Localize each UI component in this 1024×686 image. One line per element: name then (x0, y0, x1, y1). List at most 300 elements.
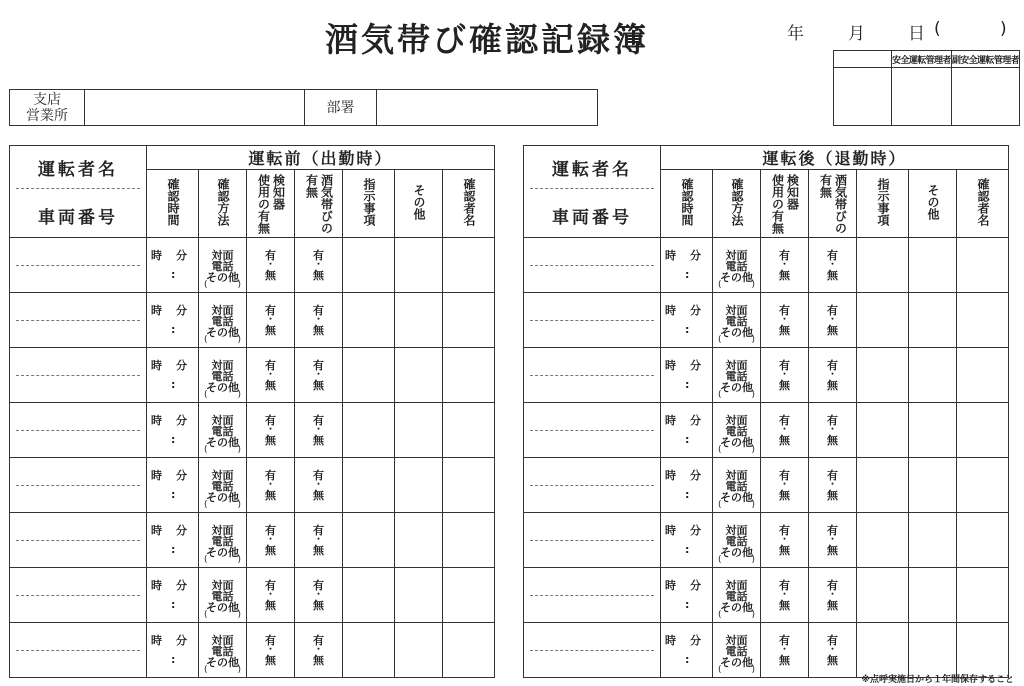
confirmer-name-cell[interactable] (443, 348, 495, 403)
confirm-method-cell[interactable] (713, 293, 761, 348)
option-separator: ・ (779, 369, 789, 380)
paren-open: ( (718, 280, 722, 290)
other-cell[interactable] (395, 348, 443, 403)
confirm-time-cell[interactable] (147, 403, 199, 458)
no-option[interactable]: 無 (313, 323, 324, 337)
no-option[interactable]: 無 (779, 543, 790, 557)
confirm-time-cell[interactable] (661, 513, 713, 568)
method-option[interactable]: 電話 (725, 314, 748, 328)
confirm-time-cell[interactable] (661, 458, 713, 513)
no-option[interactable]: 無 (313, 488, 324, 502)
yes-option[interactable]: 有 (827, 248, 838, 262)
instructions-cell[interactable] (857, 403, 909, 458)
yes-option[interactable]: 有 (827, 303, 838, 317)
no-option[interactable]: 無 (779, 378, 790, 392)
yes-option[interactable]: 有 (313, 578, 324, 592)
yes-option[interactable]: 有 (265, 468, 276, 482)
detector-usage-cell[interactable] (761, 458, 809, 513)
method-option[interactable]: 対面 (211, 358, 234, 372)
confirmer-name-cell[interactable] (443, 623, 495, 678)
record-row (524, 403, 1009, 458)
instructions-cell[interactable] (343, 623, 395, 678)
yes-option[interactable]: 有 (779, 578, 790, 592)
option-separator: ・ (827, 314, 837, 325)
confirm-time-header (661, 170, 713, 238)
no-option[interactable]: 無 (265, 323, 276, 337)
confirm-time-cell[interactable] (147, 238, 199, 293)
confirmer-name-header-text: 確認者名 (462, 178, 476, 226)
instructions-cell[interactable] (343, 568, 395, 623)
confirm-method-cell[interactable] (199, 348, 247, 403)
approval-stamp-box (833, 50, 1020, 126)
other-cell[interactable] (395, 513, 443, 568)
confirm-time-cell[interactable] (661, 348, 713, 403)
instructions-cell[interactable] (343, 238, 395, 293)
alcohol-presence-cell[interactable] (809, 238, 857, 293)
method-option[interactable]: 対面 (725, 303, 748, 317)
detector-usage-cell[interactable] (247, 458, 295, 513)
other-cell[interactable] (909, 293, 957, 348)
paren-open: ( (204, 665, 208, 675)
yes-option[interactable]: 有 (265, 633, 276, 647)
method-option[interactable]: 電話 (725, 479, 748, 493)
confirm-method-cell[interactable] (199, 568, 247, 623)
yes-option[interactable]: 有 (827, 633, 838, 647)
alcohol-presence-cell[interactable] (809, 458, 857, 513)
no-option[interactable]: 無 (779, 433, 790, 447)
alcohol-presence-cell[interactable] (295, 348, 343, 403)
method-other-paren (204, 555, 241, 566)
method-option[interactable]: 対面 (211, 248, 234, 262)
option-separator: ・ (827, 369, 837, 380)
hour-label: 時 (665, 359, 676, 372)
method-option[interactable]: その他 (206, 600, 239, 614)
other-cell[interactable] (909, 568, 957, 623)
confirm-time-cell[interactable] (147, 623, 199, 678)
time-labels (665, 302, 701, 318)
time-labels (665, 632, 701, 648)
method-option[interactable]: 対面 (211, 303, 234, 317)
other-cell[interactable] (395, 238, 443, 293)
no-option[interactable]: 無 (827, 598, 838, 612)
time-colon: : (171, 488, 176, 501)
method-option[interactable]: 電話 (725, 424, 748, 438)
instructions-cell[interactable] (857, 348, 909, 403)
alcohol-presence-header-wrap (295, 174, 342, 234)
after-driving-table (523, 145, 1009, 678)
yes-option[interactable]: 有 (265, 523, 276, 537)
no-option[interactable]: 無 (827, 268, 838, 282)
method-options (713, 633, 760, 668)
method-option[interactable]: 電話 (725, 259, 748, 273)
method-option[interactable]: 対面 (725, 358, 748, 372)
method-option[interactable]: 対面 (725, 578, 748, 592)
method-option[interactable]: その他 (720, 545, 753, 559)
yes-option[interactable]: 有 (779, 358, 790, 372)
yes-option[interactable]: 有 (779, 413, 790, 427)
instructions-cell[interactable] (343, 348, 395, 403)
other-cell[interactable] (395, 623, 443, 678)
no-option[interactable]: 無 (265, 378, 276, 392)
method-option[interactable]: その他 (206, 270, 239, 284)
alcohol-presence-header (295, 170, 343, 238)
yes-option[interactable]: 有 (265, 358, 276, 372)
detector-usage-cell[interactable] (761, 238, 809, 293)
stamp-cell[interactable] (834, 68, 892, 126)
confirm-time-cell[interactable] (147, 458, 199, 513)
alcohol-presence-cell[interactable] (809, 348, 857, 403)
no-option[interactable]: 無 (827, 653, 838, 667)
method-other-paren (204, 390, 241, 401)
method-option[interactable]: 対面 (725, 633, 748, 647)
confirmer-name-cell[interactable] (957, 568, 1009, 623)
paren-open: ( (204, 555, 208, 565)
driver-vehicle-cell[interactable] (524, 238, 661, 293)
other-cell[interactable] (909, 513, 957, 568)
confirm-method-cell[interactable] (713, 458, 761, 513)
driver-vehicle-cell[interactable] (10, 458, 147, 513)
driver-vehicle-cell[interactable] (10, 238, 147, 293)
yes-option[interactable]: 有 (313, 468, 324, 482)
driver-vehicle-cell[interactable] (524, 348, 661, 403)
yes-option[interactable]: 有 (779, 303, 790, 317)
detector-usage-cell[interactable] (247, 348, 295, 403)
no-option[interactable]: 無 (779, 653, 790, 667)
method-option[interactable]: 対面 (211, 413, 234, 427)
detector-usage-cell[interactable] (761, 568, 809, 623)
other-cell[interactable] (395, 403, 443, 458)
minute-label: 分 (690, 249, 701, 262)
driver-vehicle-cell[interactable] (524, 458, 661, 513)
confirmer-name-cell[interactable] (957, 293, 1009, 348)
confirmer-name-cell[interactable] (957, 458, 1009, 513)
yes-option[interactable]: 有 (313, 303, 324, 317)
yes-option[interactable]: 有 (313, 523, 324, 537)
paren-close: ) (751, 335, 755, 345)
method-option[interactable]: その他 (720, 600, 753, 614)
other-cell[interactable] (395, 458, 443, 513)
detector-usage-cell[interactable] (761, 623, 809, 678)
method-option[interactable]: 電話 (211, 479, 234, 493)
confirm-method-cell[interactable] (713, 568, 761, 623)
yes-option[interactable]: 有 (313, 413, 324, 427)
no-option[interactable]: 無 (313, 378, 324, 392)
no-option[interactable]: 無 (313, 268, 324, 282)
driver-vehicle-header (524, 146, 661, 238)
no-option[interactable]: 無 (779, 488, 790, 502)
no-option[interactable]: 無 (779, 268, 790, 282)
method-option[interactable]: 対面 (725, 413, 748, 427)
confirm-method-cell[interactable] (199, 293, 247, 348)
yes-option[interactable]: 有 (827, 413, 838, 427)
confirmer-name-cell[interactable] (957, 403, 1009, 458)
driver-vehicle-cell[interactable] (10, 568, 147, 623)
method-options (713, 578, 760, 613)
option-separator: ・ (265, 314, 275, 325)
confirm-method-cell[interactable] (713, 238, 761, 293)
method-option[interactable]: 電話 (211, 644, 234, 658)
instructions-cell[interactable] (857, 238, 909, 293)
no-option[interactable]: 無 (265, 268, 276, 282)
detector-usage-header-line-b: 検知器 (271, 173, 286, 210)
alcohol-presence-cell[interactable] (809, 568, 857, 623)
confirmer-name-cell[interactable] (957, 238, 1009, 293)
method-option[interactable]: 対面 (211, 468, 234, 482)
time-labels (151, 247, 187, 263)
yes-option[interactable]: 有 (779, 523, 790, 537)
no-option[interactable]: 無 (313, 653, 324, 667)
method-option[interactable]: 電話 (725, 589, 748, 603)
method-option[interactable]: 対面 (725, 248, 748, 262)
method-options (199, 358, 246, 393)
option-separator: ・ (827, 589, 837, 600)
yes-option[interactable]: 有 (265, 413, 276, 427)
confirm-time-cell[interactable] (147, 293, 199, 348)
driver-vehicle-cell[interactable] (524, 293, 661, 348)
time-labels (151, 357, 187, 373)
yes-option[interactable]: 有 (827, 468, 838, 482)
confirm-method-header (199, 170, 247, 238)
hour-label: 時 (151, 469, 162, 482)
no-option[interactable]: 無 (779, 598, 790, 612)
confirm-time-cell[interactable] (661, 568, 713, 623)
driver-vehicle-cell[interactable] (10, 623, 147, 678)
method-options (199, 523, 246, 558)
confirm-time-cell[interactable] (661, 403, 713, 458)
method-option[interactable]: 対面 (211, 523, 234, 537)
method-option[interactable]: その他 (720, 270, 753, 284)
option-separator: ・ (265, 644, 275, 655)
deputy-safety-manager-stamp-cell[interactable] (951, 68, 1019, 126)
no-option[interactable]: 無 (827, 488, 838, 502)
yes-option[interactable]: 有 (779, 248, 790, 262)
safety-manager-stamp-cell[interactable] (892, 68, 952, 126)
instructions-cell[interactable] (343, 293, 395, 348)
other-cell[interactable] (909, 458, 957, 513)
driver-vehicle-cell[interactable] (524, 623, 661, 678)
driver-vehicle-cell[interactable] (10, 293, 147, 348)
alcohol-presence-cell[interactable] (295, 293, 343, 348)
instructions-cell[interactable] (857, 623, 909, 678)
minute-label: 分 (176, 634, 187, 647)
confirm-method-cell[interactable] (713, 623, 761, 678)
method-option[interactable]: その他 (206, 655, 239, 669)
yes-option[interactable]: 有 (265, 303, 276, 317)
no-option[interactable]: 無 (827, 543, 838, 557)
confirmer-name-cell[interactable] (957, 348, 1009, 403)
yes-option[interactable]: 有 (265, 248, 276, 262)
method-option[interactable]: 電話 (725, 534, 748, 548)
instructions-cell[interactable] (857, 458, 909, 513)
method-other-paren (204, 665, 241, 676)
instructions-cell[interactable] (857, 293, 909, 348)
driver-vehicle-cell[interactable] (10, 403, 147, 458)
cell-divider (530, 375, 654, 376)
detector-usage-header-line-a: 使用の有無 (256, 173, 271, 234)
other-cell[interactable] (909, 348, 957, 403)
confirmer-name-cell[interactable] (443, 568, 495, 623)
alcohol-presence-cell[interactable] (295, 238, 343, 293)
driver-vehicle-cell[interactable] (524, 568, 661, 623)
confirm-method-cell[interactable] (713, 348, 761, 403)
method-option[interactable]: その他 (720, 490, 753, 504)
method-option[interactable]: 電話 (725, 369, 748, 383)
yes-option[interactable]: 有 (313, 358, 324, 372)
detector-usage-cell[interactable] (247, 293, 295, 348)
alcohol-presence-cell[interactable] (295, 513, 343, 568)
no-option[interactable]: 無 (313, 543, 324, 557)
method-option[interactable]: その他 (206, 490, 239, 504)
other-cell[interactable] (909, 623, 957, 678)
confirm-method-cell[interactable] (199, 238, 247, 293)
yes-option[interactable]: 有 (313, 248, 324, 262)
confirm-method-cell[interactable] (199, 623, 247, 678)
alcohol-presence-cell[interactable] (809, 403, 857, 458)
no-option[interactable]: 無 (265, 598, 276, 612)
alcohol-presence-cell[interactable] (295, 623, 343, 678)
option-separator: ・ (779, 534, 789, 545)
instructions-cell[interactable] (857, 568, 909, 623)
detector-usage-cell[interactable] (247, 238, 295, 293)
cell-divider (530, 265, 654, 266)
method-option[interactable]: 対面 (725, 468, 748, 482)
confirm-method-cell[interactable] (199, 513, 247, 568)
confirm-time-cell[interactable] (147, 348, 199, 403)
method-other-paren (718, 280, 755, 291)
instructions-cell[interactable] (343, 403, 395, 458)
alcohol-presence-cell[interactable] (295, 568, 343, 623)
driver-vehicle-cell[interactable] (10, 348, 147, 403)
other-cell[interactable] (395, 293, 443, 348)
confirm-time-cell[interactable] (661, 293, 713, 348)
method-option[interactable]: 電話 (725, 644, 748, 658)
detector-usage-cell[interactable] (761, 293, 809, 348)
detector-usage-header (247, 170, 295, 238)
detector-usage-cell[interactable] (247, 568, 295, 623)
detector-usage-cell[interactable] (247, 403, 295, 458)
method-option[interactable]: 電話 (211, 424, 234, 438)
option-separator: ・ (313, 479, 323, 490)
confirmer-name-cell[interactable] (443, 513, 495, 568)
instructions-cell[interactable] (343, 458, 395, 513)
no-option[interactable]: 無 (265, 653, 276, 667)
minute-label: 分 (690, 524, 701, 537)
dept-input[interactable] (377, 90, 598, 126)
instructions-cell[interactable] (857, 513, 909, 568)
confirm-time-cell[interactable] (147, 513, 199, 568)
confirm-time-cell[interactable] (661, 238, 713, 293)
confirm-method-cell[interactable] (199, 458, 247, 513)
instructions-cell[interactable] (343, 513, 395, 568)
method-option[interactable]: 電話 (211, 589, 234, 603)
method-option[interactable]: その他 (206, 380, 239, 394)
method-option[interactable]: その他 (720, 655, 753, 669)
yes-option[interactable]: 有 (779, 468, 790, 482)
detector-usage-cell[interactable] (247, 513, 295, 568)
method-option[interactable]: 対面 (725, 523, 748, 537)
driver-vehicle-cell[interactable] (10, 513, 147, 568)
confirmer-name-cell[interactable] (443, 293, 495, 348)
option-separator: ・ (265, 369, 275, 380)
detector-usage-cell[interactable] (247, 623, 295, 678)
yes-option[interactable]: 有 (827, 578, 838, 592)
option-separator: ・ (313, 589, 323, 600)
method-option[interactable]: 対面 (211, 578, 234, 592)
no-option[interactable]: 無 (313, 433, 324, 447)
alcohol-presence-cell[interactable] (809, 293, 857, 348)
paren-close: ) (237, 335, 241, 345)
yes-option[interactable]: 有 (265, 578, 276, 592)
method-option[interactable]: 電話 (211, 534, 234, 548)
other-cell[interactable] (909, 238, 957, 293)
detector-usage-header-wrap (761, 174, 808, 234)
confirmer-name-cell[interactable] (443, 458, 495, 513)
method-option[interactable]: 電話 (211, 259, 234, 273)
no-option[interactable]: 無 (827, 378, 838, 392)
other-cell[interactable] (395, 568, 443, 623)
method-option[interactable]: その他 (206, 545, 239, 559)
no-option[interactable]: 無 (827, 323, 838, 337)
no-option[interactable]: 無 (779, 323, 790, 337)
no-option[interactable]: 無 (265, 543, 276, 557)
driver-vehicle-cell[interactable] (524, 403, 661, 458)
confirmer-name-cell[interactable] (957, 513, 1009, 568)
alcohol-presence-cell[interactable] (295, 458, 343, 513)
confirm-method-cell[interactable] (199, 403, 247, 458)
detector-usage-cell[interactable] (761, 348, 809, 403)
no-option[interactable]: 無 (313, 598, 324, 612)
no-option[interactable]: 無 (265, 488, 276, 502)
section-title: 運転後（退勤時） (661, 146, 1009, 170)
driver-vehicle-cell[interactable] (524, 513, 661, 568)
detector-usage-cell[interactable] (761, 403, 809, 458)
confirm-method-cell[interactable] (713, 403, 761, 458)
confirmer-name-cell[interactable] (443, 238, 495, 293)
method-option[interactable]: その他 (206, 435, 239, 449)
alcohol-presence-cell[interactable] (295, 403, 343, 458)
option-separator: ・ (265, 589, 275, 600)
method-option[interactable]: 電話 (211, 369, 234, 383)
no-option[interactable]: 無 (827, 433, 838, 447)
method-other-paren (718, 335, 755, 346)
yes-option[interactable]: 有 (779, 633, 790, 647)
branch-input[interactable] (85, 90, 305, 126)
method-option[interactable]: その他 (720, 325, 753, 339)
confirm-method-cell[interactable] (713, 513, 761, 568)
detector-usage-cell[interactable] (761, 513, 809, 568)
alcohol-presence-cell[interactable] (809, 623, 857, 678)
yes-option[interactable]: 有 (313, 633, 324, 647)
hour-label: 時 (151, 249, 162, 262)
method-options (199, 303, 246, 338)
method-option[interactable]: その他 (206, 325, 239, 339)
alcohol-presence-cell[interactable] (809, 513, 857, 568)
method-option[interactable]: 電話 (211, 314, 234, 328)
cell-divider (530, 430, 654, 431)
confirmer-name-cell[interactable] (443, 403, 495, 458)
record-row (524, 568, 1009, 623)
confirm-time-cell[interactable] (147, 568, 199, 623)
yes-option[interactable]: 有 (827, 358, 838, 372)
method-option[interactable]: その他 (720, 380, 753, 394)
confirm-time-cell[interactable] (661, 623, 713, 678)
method-option[interactable]: その他 (720, 435, 753, 449)
yes-option[interactable]: 有 (827, 523, 838, 537)
confirmer-name-cell[interactable] (957, 623, 1009, 678)
no-option[interactable]: 無 (265, 433, 276, 447)
other-cell[interactable] (909, 403, 957, 458)
method-option[interactable]: 対面 (211, 633, 234, 647)
